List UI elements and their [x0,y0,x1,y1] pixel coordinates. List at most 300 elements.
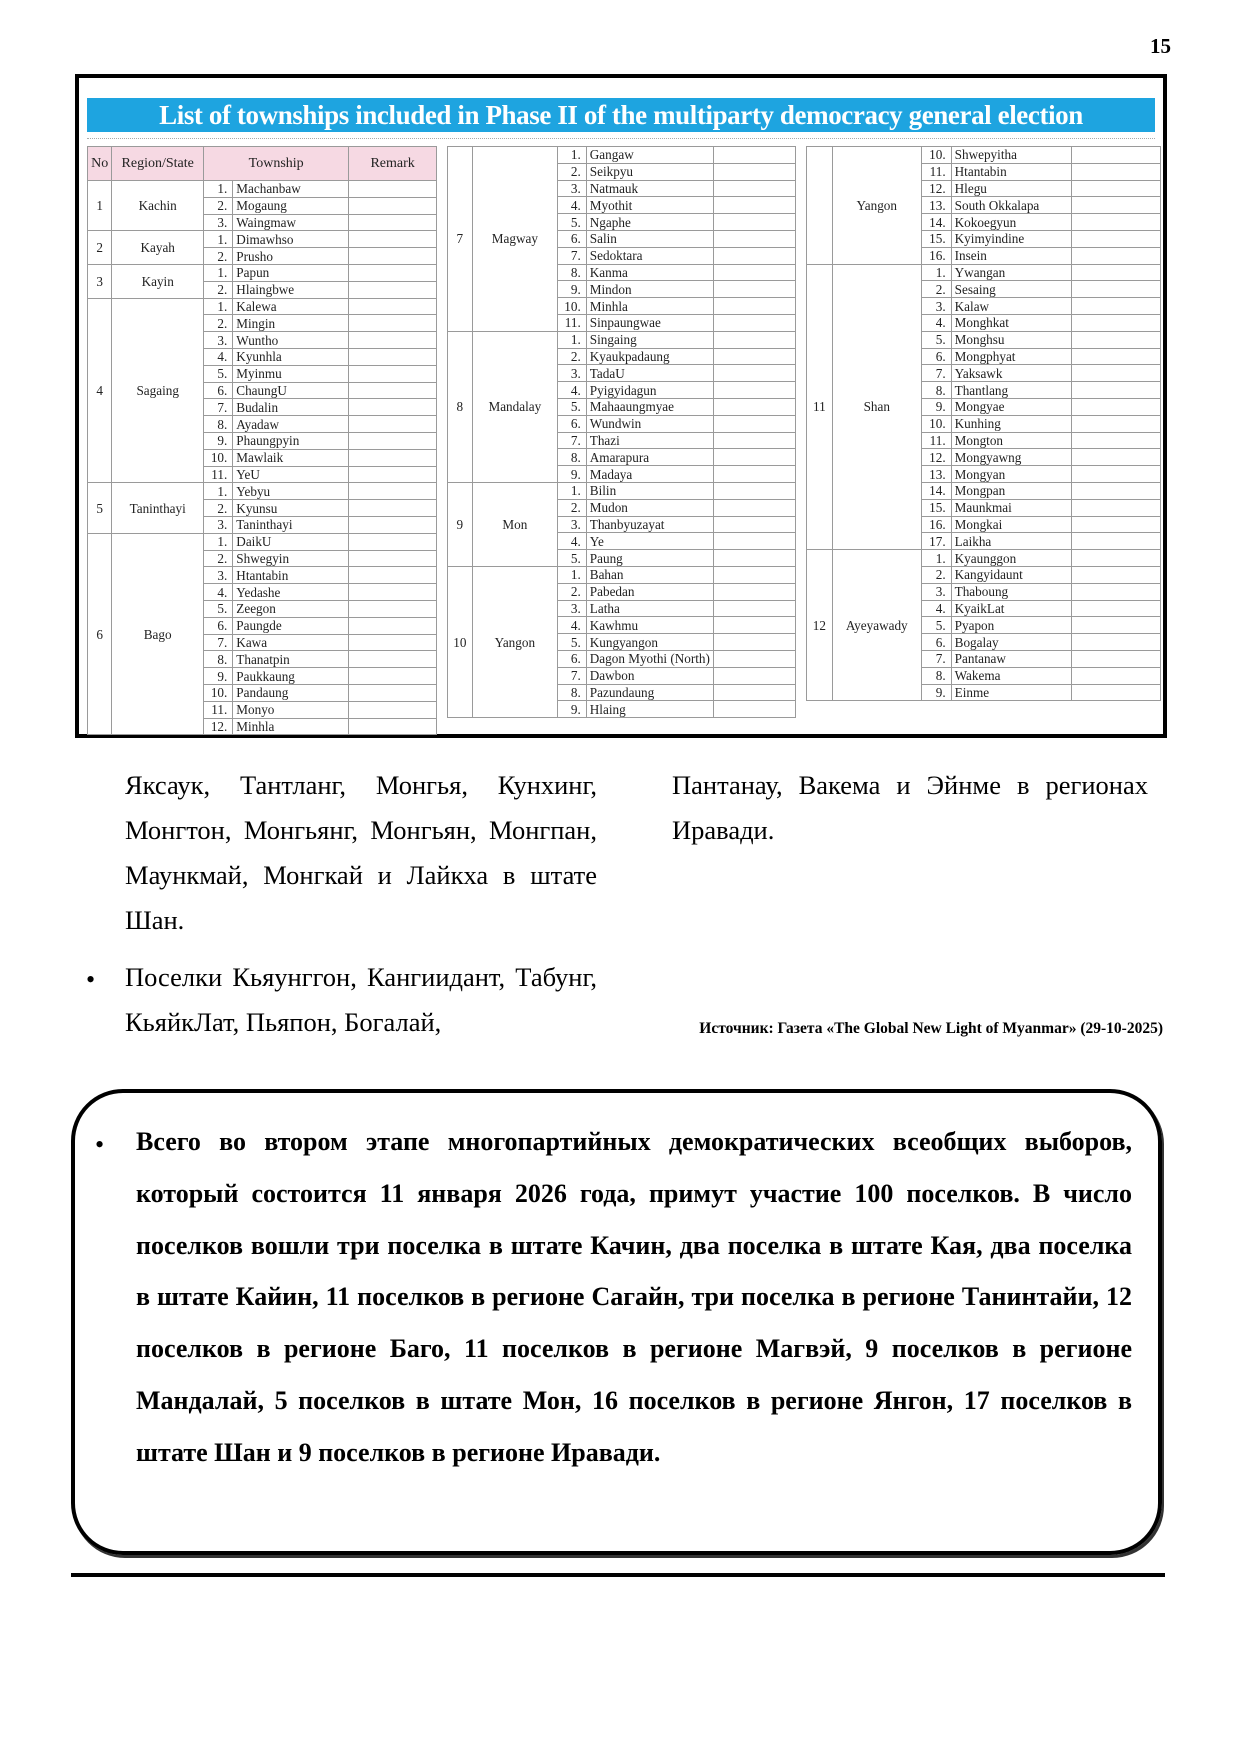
remark-cell [349,500,437,517]
township-name: Phaungpyin [233,432,349,449]
remark-cell [1071,365,1160,382]
remark-cell [349,399,437,416]
township-index: 8. [921,667,951,684]
township-name: Mudon [586,499,713,516]
table-row [448,482,796,499]
remark-cell [713,331,795,348]
township-name: Htantabin [233,567,349,584]
region-number [807,147,833,265]
remark-cell [713,197,795,214]
township-index: 8. [558,264,587,281]
township-index: 5. [204,600,233,617]
remark-cell [713,180,795,197]
township-index: 3. [921,583,951,600]
remark-cell [349,533,437,550]
township-name: Madaya [586,466,713,483]
ayeyawady-townships-bullet: Поселки Кьяунггон, Кангиидант, Табунг, КьяйкЛат, Пьяпон, Богалай, [125,962,597,1037]
township-index: 3. [558,600,587,617]
region-name: Yangon [472,566,557,717]
remark-cell [713,600,795,617]
township-index: 7. [558,667,587,684]
township-index: 10. [921,147,951,164]
township-name: Thaboung [951,583,1071,600]
township-name: Wakema [951,667,1071,684]
township-index: 4. [558,533,587,550]
remark-cell [713,382,795,399]
remark-cell [1071,482,1160,499]
township-index: 5. [558,214,587,231]
township-index: 2. [204,248,233,265]
remark-cell [1071,331,1160,348]
remark-cell [349,701,437,718]
remark-cell [713,701,795,718]
township-name: Paukkaung [233,668,349,685]
township-name: Mongyawng [951,449,1071,466]
remark-cell [1071,449,1160,466]
township-name: Monyo [233,701,349,718]
township-name: Mongyae [951,398,1071,415]
region-number: 12 [807,550,833,701]
township-name: Hlaing [586,701,713,718]
township-index: 8. [204,416,233,433]
figure-title-divider [87,138,1155,139]
remark-cell [1071,230,1160,247]
township-name: Kyunsu [233,500,349,517]
region-name: Kayin [112,264,204,298]
township-index: 15. [921,230,951,247]
township-index: 1. [558,482,587,499]
township-name: Bilin [586,482,713,499]
region-name: Sagaing [112,298,204,483]
remark-cell [1071,163,1160,180]
township-name: DaikU [233,533,349,550]
township-index: 1. [204,483,233,500]
township-index: 4. [921,314,951,331]
township-index: 9. [558,281,587,298]
remark-cell [1071,398,1160,415]
table-row [448,566,796,583]
remark-cell [349,550,437,567]
remark-cell [349,315,437,332]
remark-cell [349,348,437,365]
township-name: Einme [951,684,1071,701]
remark-cell [1071,281,1160,298]
remark-cell [1071,466,1160,483]
township-table-3 [806,146,1161,701]
township-index: 9. [921,684,951,701]
township-table-2 [447,146,796,718]
remark-cell [349,668,437,685]
township-index: 9. [204,668,233,685]
remark-cell [349,634,437,651]
remark-cell [349,684,437,701]
township-name: Kyaukpadaung [586,348,713,365]
remark-cell [349,718,437,735]
table-row [807,550,1161,567]
region-name: Bago [112,533,204,735]
township-name: Mongyan [951,466,1071,483]
township-index: 10. [204,449,233,466]
township-name: Ye [586,533,713,550]
township-index: 10. [558,298,587,315]
township-index: 7. [204,399,233,416]
remark-cell [713,583,795,600]
remark-cell [713,214,795,231]
table-row [448,147,796,164]
township-name: Mindon [586,281,713,298]
remark-cell [713,298,795,315]
township-index: 12. [921,180,951,197]
township-name: Ywangan [951,264,1071,281]
remark-cell [713,163,795,180]
region-number: 2 [88,231,112,265]
remark-cell [1071,180,1160,197]
township-name: Monghsu [951,331,1071,348]
township-index: 2. [204,500,233,517]
remark-cell [349,584,437,601]
township-index: 6. [558,415,587,432]
remark-cell [349,600,437,617]
township-index: 2. [558,499,587,516]
township-name: Prusho [233,248,349,265]
township-index: 3. [204,567,233,584]
township-name: Kangyidaunt [951,566,1071,583]
remark-cell [1071,197,1160,214]
township-name: Pyapon [951,617,1071,634]
region-number: 1 [88,181,112,231]
township-index: 3. [204,214,233,231]
township-name: Bahan [586,566,713,583]
township-name: Pantanaw [951,650,1071,667]
township-name: Pabedan [586,583,713,600]
township-name: Laikha [951,533,1071,550]
region-number: 6 [88,533,112,735]
township-name: Salin [586,230,713,247]
remark-cell [349,382,437,399]
region-name: Ayeyawady [832,550,921,701]
township-name: Dawbon [586,667,713,684]
table-header-row [88,147,437,181]
remark-cell [349,248,437,265]
township-index: 1. [558,566,587,583]
township-index: 1. [921,550,951,567]
header-remark: Remark [349,147,437,181]
township-index: 13. [921,466,951,483]
remark-cell [349,651,437,668]
township-name: Dimawhso [233,231,349,248]
township-index: 16. [921,516,951,533]
township-name: Ngaphe [586,214,713,231]
source-citation: Источник: Газета «The Global New Light of Myanmar» (29-10-2025) [699,1020,1163,1037]
township-list-figure [75,74,1167,738]
township-index: 4. [921,600,951,617]
township-index: 5. [558,550,587,567]
bullet-icon: • [86,965,96,994]
region-number: 7 [448,147,473,332]
township-name: Mahaaungmyae [586,398,713,415]
township-index: 9. [204,432,233,449]
remark-cell [349,197,437,214]
township-index: 2. [204,550,233,567]
remark-cell [1071,533,1160,550]
remark-cell [713,566,795,583]
township-index: 16. [921,247,951,264]
remark-cell [713,398,795,415]
township-name: Shwepyitha [951,147,1071,164]
remark-cell [1071,684,1160,701]
township-name: Kalewa [233,298,349,315]
township-name: Budalin [233,399,349,416]
township-name: Htantabin [951,163,1071,180]
township-name: Amarapura [586,449,713,466]
township-name: South Okkalapa [951,197,1071,214]
township-name: Mongphyat [951,348,1071,365]
township-name: Zeegon [233,600,349,617]
township-name: Pazundaung [586,684,713,701]
header-township: Township [204,147,349,181]
table-row [88,181,437,198]
region-name: Taninthayi [112,483,204,533]
township-index: 11. [204,701,233,718]
township-index: 2. [204,281,233,298]
remark-cell [1071,516,1160,533]
remark-cell [713,247,795,264]
remark-cell [1071,432,1160,449]
township-name: Gangaw [586,147,713,164]
township-name: Sesaing [951,281,1071,298]
remark-cell [713,516,795,533]
remark-cell [1071,634,1160,651]
township-index: 11. [558,314,587,331]
remark-cell [713,667,795,684]
township-index: 7. [921,650,951,667]
figure-title: List of townships included in Phase II of the multiparty democracy general election [87,98,1155,132]
page-number: 15 [1150,34,1171,58]
township-name: Dagon Myothi (North) [586,650,713,667]
remark-cell [349,214,437,231]
township-index: 8. [204,651,233,668]
township-name: Kalaw [951,298,1071,315]
township-index: 5. [204,365,233,382]
township-table-1 [87,146,437,735]
township-name: Seikpyu [586,163,713,180]
township-name: Kungyangon [586,634,713,651]
township-index: 1. [204,264,233,281]
region-name: Shan [832,264,921,550]
township-index: 17. [921,533,951,550]
remark-cell [1071,298,1160,315]
township-name: Myinmu [233,365,349,382]
township-name: Kanma [586,264,713,281]
summary-text: Всего во втором этапе многопартийных демократических всеобщих выборов, который состоится 11 января 2026 года, примут участие 100 поселков. В число поселков вошли три поселка в штате Качин, два поселка в штате Кая, два поселка в штате Кайин, 11 поселков в регионе Сагайн, три поселка в регионе Танинтайи, 12 поселков в регионе Баго, 11 поселков в регионе Магвэй, 9 поселков в регионе Мандалай, 5 поселков в штате Мон, 16 поселков в регионе Янгон, 17 поселков в штате Шан и 9 поселков в регионе Иравади. [136,1127,1132,1467]
region-name: Mon [472,482,557,566]
township-index: 14. [921,214,951,231]
township-name: Papun [233,264,349,281]
table-row [88,264,437,281]
township-name: Mawlaik [233,449,349,466]
township-index: 6. [558,650,587,667]
township-index: 1. [204,533,233,550]
remark-cell [713,482,795,499]
township-index: 3. [204,516,233,533]
remark-cell [1071,499,1160,516]
remark-cell [713,432,795,449]
township-name: Yaksawk [951,365,1071,382]
region-name: Kachin [112,181,204,231]
township-name: Machanbaw [233,181,349,198]
township-index: 1. [558,147,587,164]
region-number: 3 [88,264,112,298]
remark-cell [1071,583,1160,600]
township-index: 11. [921,163,951,180]
remark-cell [713,415,795,432]
bottom-divider [71,1573,1165,1577]
township-name: Wundwin [586,415,713,432]
township-index: 3. [558,516,587,533]
remark-cell [713,281,795,298]
township-name: Mogaung [233,197,349,214]
township-name: Waingmaw [233,214,349,231]
township-index: 2. [921,566,951,583]
table-row [807,264,1161,281]
township-name: Yedashe [233,584,349,601]
region-number: 5 [88,483,112,533]
township-index: 8. [558,449,587,466]
township-index: 7. [204,634,233,651]
township-name: Mongton [951,432,1071,449]
township-index: 10. [921,415,951,432]
township-index: 3. [921,298,951,315]
remark-cell [713,264,795,281]
township-name: Sedoktara [586,247,713,264]
township-name: Yebyu [233,483,349,500]
township-index: 9. [921,398,951,415]
township-index: 11. [921,432,951,449]
remark-cell [1071,650,1160,667]
township-index: 1. [558,331,587,348]
township-name: Kyimyindine [951,230,1071,247]
remark-cell [349,298,437,315]
bullet-icon: • [95,1130,105,1159]
remark-cell [349,516,437,533]
township-name: Thazi [586,432,713,449]
remark-cell [349,281,437,298]
remark-cell [713,634,795,651]
township-index: 7. [558,247,587,264]
township-index: 8. [558,684,587,701]
township-name: Natmauk [586,180,713,197]
region-number: 4 [88,298,112,483]
remark-cell [713,147,795,164]
region-number: 8 [448,331,473,482]
township-index: 6. [921,634,951,651]
remark-cell [349,567,437,584]
township-name: Paung [586,550,713,567]
township-name: YeU [233,466,349,483]
township-index: 1. [204,231,233,248]
township-index: 5. [921,331,951,348]
region-name: Magway [472,147,557,332]
remark-cell [349,483,437,500]
remark-cell [349,264,437,281]
table-row [88,483,437,500]
township-index: 5. [558,634,587,651]
township-name: Kawa [233,634,349,651]
township-index: 5. [558,398,587,415]
township-index: 2. [558,163,587,180]
township-index: 11. [204,466,233,483]
shan-townships-paragraph: Яксаук, Тантланг, Монгья, Кунхинг, Монгтон, Монгьянг, Монгьян, Монгпан, Маункмай, Монгкай и Лайкха в штате Шан. [125,770,597,935]
remark-cell [1071,415,1160,432]
remark-cell [349,416,437,433]
township-index: 3. [558,365,587,382]
township-index: 7. [921,365,951,382]
township-index: 2. [558,348,587,365]
township-name: Paungde [233,617,349,634]
header-region: Region/State [112,147,204,181]
township-name: Maunkmai [951,499,1071,516]
township-name: Thanbyuzayat [586,516,713,533]
township-name: Ayadaw [233,416,349,433]
table-row [807,147,1161,164]
remark-cell [349,466,437,483]
township-index: 2. [204,315,233,332]
remark-cell [1071,566,1160,583]
township-index: 13. [921,197,951,214]
township-name: Hlaingbwe [233,281,349,298]
remark-cell [1071,264,1160,281]
township-index: 12. [921,449,951,466]
township-index: 4. [558,197,587,214]
township-index: 1. [204,181,233,198]
remark-cell [713,314,795,331]
remark-cell [713,365,795,382]
township-index: 12. [204,718,233,735]
township-index: 9. [558,466,587,483]
remark-cell [349,432,437,449]
township-index: 9. [558,701,587,718]
township-index: 1. [921,264,951,281]
table-row [88,298,437,315]
township-name: Mongpan [951,482,1071,499]
header-no: No [88,147,112,181]
township-index: 4. [558,617,587,634]
township-index: 2. [204,197,233,214]
region-name: Mandalay [472,331,557,482]
remark-cell [713,650,795,667]
table-row [448,331,796,348]
remark-cell [1071,214,1160,231]
township-name: Thantlang [951,382,1071,399]
remark-cell [713,550,795,567]
township-name: Thanatpin [233,651,349,668]
township-name: Monghkat [951,314,1071,331]
township-name: Insein [951,247,1071,264]
township-name: Mongkai [951,516,1071,533]
ayeyawady-townships-continuation: Пантанау, Вакема и Эйнме в регионах Иравади. [672,770,1148,845]
township-name: Singaing [586,331,713,348]
township-name: Wuntho [233,332,349,349]
remark-cell [1071,617,1160,634]
township-index: 10. [204,684,233,701]
region-name: Kayah [112,231,204,265]
remark-cell [1071,147,1160,164]
township-index: 14. [921,482,951,499]
township-index: 4. [204,584,233,601]
remark-cell [349,231,437,248]
township-name: Minhla [586,298,713,315]
township-name: Sinpaungwae [586,314,713,331]
